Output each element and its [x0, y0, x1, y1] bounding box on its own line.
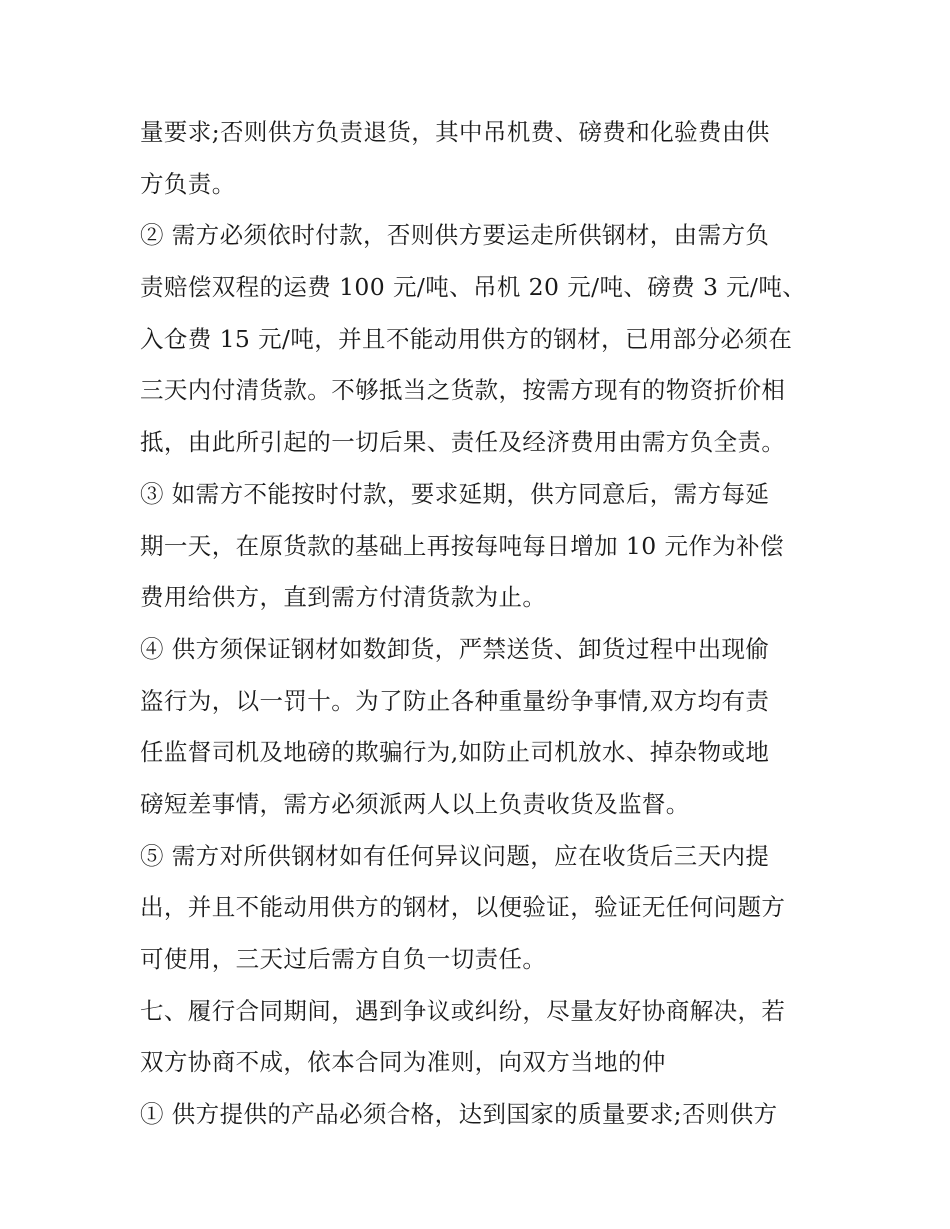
text-line: 出，并且不能动用供方的钢材，以便验证，验证无任何问题方: [140, 893, 786, 922]
text-line: 磅短差事情，需方必须派两人以上负责收货及监督。: [140, 789, 690, 818]
text-line: 期一天，在原货款的基础上再按每吨每日增加 10 元作为补偿: [140, 531, 784, 560]
text-line: 七、履行合同期间，遇到争议或纠纷，尽量友好协商解决，若: [140, 996, 786, 1025]
text-line: ② 需方必须依时付款，否则供方要运走所供钢材，由需方负: [140, 221, 770, 250]
text-line: 量要求;否则供方负责退货，其中吊机费、磅费和化验费由供: [140, 118, 770, 146]
text-line: 入仓费 15 元/吨，并且不能动用供方的钢材，已用部分必须在: [140, 324, 793, 353]
text-line: 双方协商不成，依本合同为准则，向双方当地的仲: [140, 1048, 666, 1077]
contract-text-body: [140, 107, 840, 1141]
text-line: ⑤ 需方对所供钢材如有任何异议问题，应在收货后三天内提: [140, 841, 770, 870]
text-line: 任监督司机及地磅的欺骗行为,如防止司机放水、掉杂物或地: [140, 738, 770, 767]
text-line: ① 供方提供的产品必须合格，达到国家的质量要求;否则供方: [140, 1100, 778, 1129]
text-line: 方负责。: [140, 169, 236, 198]
text-line: 可使用，三天过后需方自负一切责任。: [140, 945, 547, 973]
text-line: ③ 如需方不能按时付款，要求延期，供方同意后，需方每延: [140, 479, 770, 508]
text-line: 盗行为，以一罚十。为了防止各种重量纷争事情,双方均有责: [140, 686, 770, 715]
text-line: ④ 供方须保证钢材如数卸货，严禁送货、卸货过程中出现偷: [140, 634, 770, 663]
text-line: 三天内付清货款。不够抵当之货款，按需方现有的物资折价相: [140, 376, 786, 405]
text-line: 费用给供方，直到需方付清货款为止。: [140, 583, 547, 612]
text-line: 抵，由此所引起的一切后果、责任及经济费用由需方负全责。: [140, 428, 786, 457]
text-line: 责赔偿双程的运费 100 元/吨、吊机 20 元/吨、磅费 3 元/吨、: [140, 273, 807, 302]
